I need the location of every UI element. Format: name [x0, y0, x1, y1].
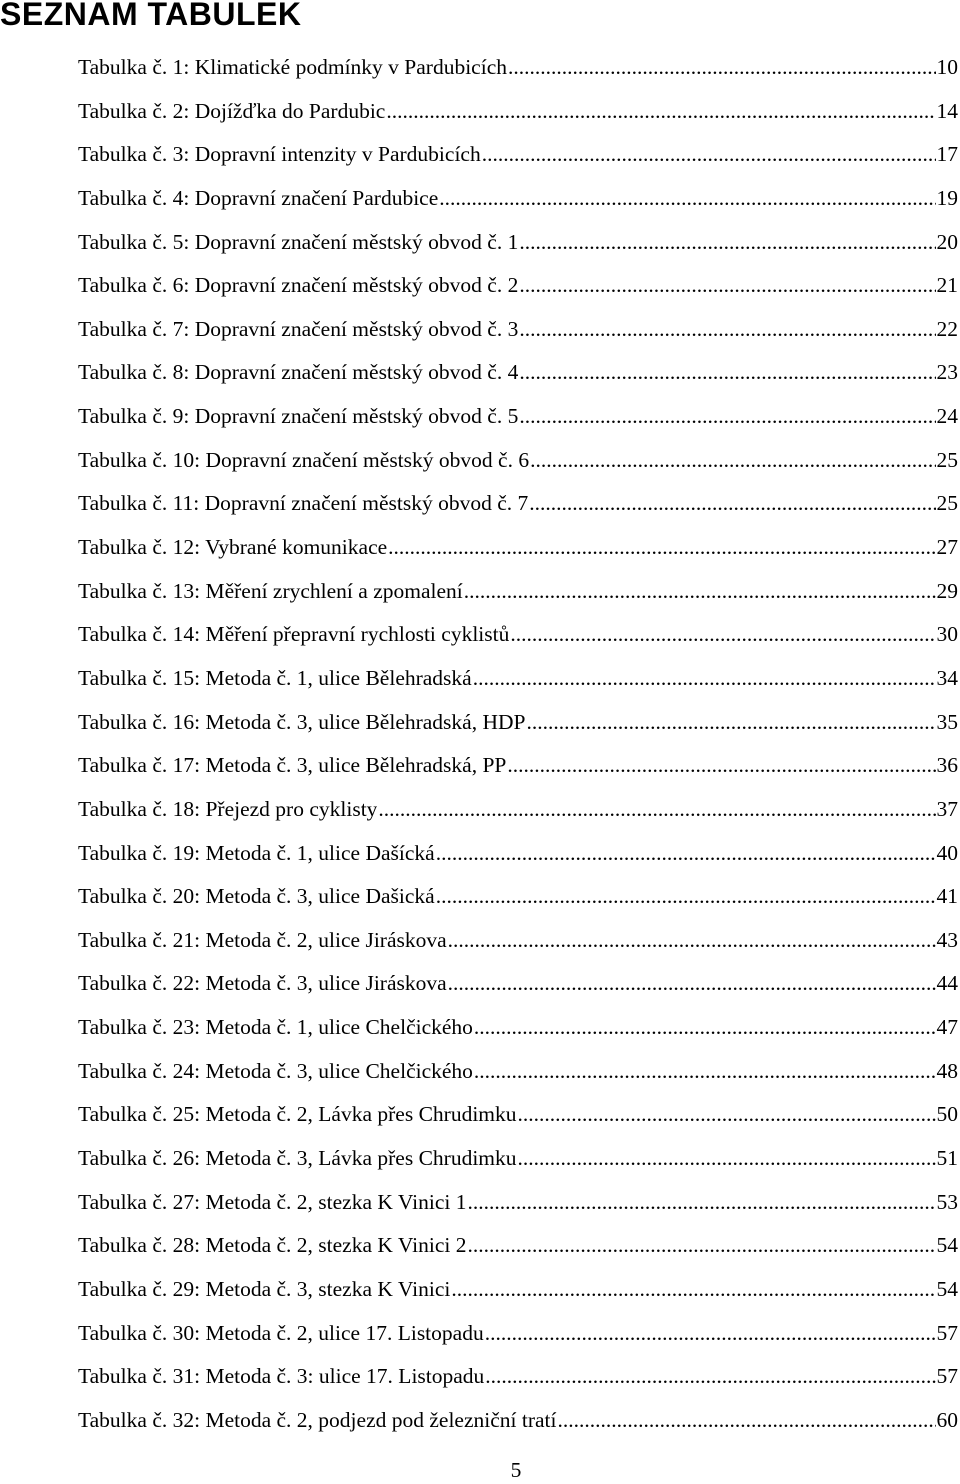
toc-entry[interactable]: [78, 1050, 958, 1094]
toc-entry-label: Tabulka č. 25: Metoda č. 2, Lávka přes Chrudimku: [78, 1102, 517, 1127]
toc-entry-page: 50: [936, 1102, 958, 1127]
toc-entry-page: 36: [936, 753, 958, 778]
dot-leader: [529, 482, 935, 526]
dot-leader: [436, 875, 936, 919]
toc-entry-label: Tabulka č. 6: Dopravní značení městský obvod č. 2: [78, 273, 519, 298]
dot-leader: [473, 657, 936, 701]
table-list: [78, 46, 958, 1443]
toc-entry-label: Tabulka č. 10: Dopravní značení městský obvod č. 6: [78, 447, 530, 472]
dot-leader: [519, 308, 935, 352]
toc-entry-page: 25: [936, 447, 958, 472]
toc-entry[interactable]: [78, 1268, 958, 1312]
toc-entry[interactable]: [78, 744, 958, 788]
toc-entry-label: Tabulka č. 23: Metoda č. 1, ulice Chelčického: [78, 1015, 473, 1040]
toc-entry-page: 41: [936, 884, 958, 909]
toc-entry[interactable]: [78, 613, 958, 657]
toc-entry[interactable]: [78, 1312, 958, 1356]
dot-leader: [530, 439, 935, 483]
toc-entry-label: Tabulka č. 27: Metoda č. 2, stezka K Vinici 1: [78, 1189, 467, 1214]
toc-entry[interactable]: [78, 395, 958, 439]
toc-entry-label: Tabulka č. 24: Metoda č. 3, ulice Chelčického: [78, 1058, 473, 1083]
toc-entry[interactable]: [78, 46, 958, 90]
toc-entry-label: Tabulka č. 15: Metoda č. 1, ulice Bělehradská: [78, 665, 472, 690]
toc-entry[interactable]: [78, 351, 958, 395]
toc-entry-page: 24: [936, 404, 958, 429]
dot-leader: [467, 1181, 935, 1225]
toc-entry-label: Tabulka č. 8: Dopravní značení městský obvod č. 4: [78, 360, 519, 385]
toc-entry-page: 51: [936, 1146, 958, 1171]
dot-leader: [467, 1224, 935, 1268]
toc-entry-label: Tabulka č. 19: Metoda č. 1, ulice Dašícká: [78, 840, 435, 865]
toc-entry-label: Tabulka č. 26: Metoda č. 3, Lávka přes Chrudimku: [78, 1146, 517, 1171]
toc-entry-page: 48: [936, 1058, 958, 1083]
dot-leader: [518, 1137, 936, 1181]
dot-leader: [439, 177, 935, 221]
toc-entry-page: 40: [936, 840, 958, 865]
toc-entry-page: 54: [936, 1233, 958, 1258]
toc-entry-label: Tabulka č. 20: Metoda č. 3, ulice Dašická: [78, 884, 435, 909]
toc-entry-label: Tabulka č. 28: Metoda č. 2, stezka K Vinici 2: [78, 1233, 467, 1258]
dot-leader: [518, 1093, 936, 1137]
toc-entry-page: 34: [936, 665, 958, 690]
toc-entry-page: 14: [936, 98, 958, 123]
toc-entry-page: 57: [936, 1320, 958, 1345]
toc-entry[interactable]: [78, 788, 958, 832]
toc-entry-page: 44: [936, 971, 958, 996]
toc-entry-label: Tabulka č. 22: Metoda č. 3, ulice Jiráskova: [78, 971, 447, 996]
dot-leader: [386, 90, 935, 134]
dot-leader: [388, 526, 935, 570]
toc-entry[interactable]: [78, 133, 958, 177]
dot-leader: [448, 962, 936, 1006]
toc-entry-label: Tabulka č. 21: Metoda č. 2, ulice Jiráskova: [78, 927, 447, 952]
toc-entry-page: 57: [936, 1364, 958, 1389]
page-number: 5: [510, 1458, 522, 1482]
toc-entry-page: 23: [936, 360, 958, 385]
toc-entry-page: 37: [936, 796, 958, 821]
dot-leader: [474, 1006, 936, 1050]
dot-leader: [451, 1268, 935, 1312]
page-title: SEZNAM TABULEK: [0, 0, 302, 32]
toc-entry[interactable]: [78, 1181, 958, 1225]
toc-entry-label: Tabulka č. 5: Dopravní značení městský obvod č. 1: [78, 229, 519, 254]
dot-leader: [448, 919, 936, 963]
toc-entry-label: Tabulka č. 3: Dopravní intenzity v Pardubicích: [78, 142, 481, 167]
toc-entry-label: Tabulka č. 2: Dojížďka do Pardubic: [78, 98, 386, 123]
toc-entry-label: Tabulka č. 31: Metoda č. 3: ulice 17. Listopadu: [78, 1364, 485, 1389]
toc-entry-page: 10: [936, 55, 958, 79]
dot-leader: [378, 788, 935, 832]
toc-entry-page: 27: [936, 535, 958, 560]
toc-entry[interactable]: [78, 439, 958, 483]
toc-entry[interactable]: [78, 308, 958, 352]
toc-entry-label: Tabulka č. 9: Dopravní značení městský obvod č. 5: [78, 404, 519, 429]
toc-entry[interactable]: [78, 1355, 958, 1399]
toc-entry[interactable]: [78, 1224, 958, 1268]
toc-entry-label: Tabulka č. 32: Metoda č. 2, podjezd pod železniční tratí: [78, 1407, 557, 1432]
toc-entry-page: 60: [936, 1407, 958, 1432]
toc-entry[interactable]: [78, 570, 958, 614]
dot-leader: [482, 133, 936, 177]
toc-entry-label: Tabulka č. 7: Dopravní značení městský obvod č. 3: [78, 316, 519, 341]
toc-entry-page: 43: [936, 927, 958, 952]
dot-leader: [464, 570, 936, 614]
toc-entry-page: 35: [936, 709, 958, 734]
toc-entry-page: 21: [936, 273, 958, 298]
dot-leader: [510, 613, 935, 657]
toc-entry-label: Tabulka č. 12: Vybrané komunikace: [78, 535, 388, 560]
toc-entry-page: 47: [936, 1015, 958, 1040]
toc-entry[interactable]: [78, 1006, 958, 1050]
dot-leader: [436, 832, 936, 876]
dot-leader: [507, 744, 935, 788]
toc-entry-page: 17: [936, 142, 958, 167]
toc-entry[interactable]: [78, 657, 958, 701]
toc-entry-page: 30: [936, 622, 958, 647]
toc-entry-label: Tabulka č. 13: Měření zrychlení a zpomalení: [78, 578, 463, 603]
toc-entry-page: 25: [936, 491, 958, 516]
toc-entry-label: Tabulka č. 1: Klimatické podmínky v Pardubicích: [78, 55, 507, 79]
dot-leader: [485, 1312, 936, 1356]
toc-entry[interactable]: [78, 701, 958, 745]
toc-entry[interactable]: [78, 264, 958, 308]
toc-entry-label: Tabulka č. 4: Dopravní značení Pardubice: [78, 185, 439, 210]
toc-entry[interactable]: [78, 1137, 958, 1181]
dot-leader: [508, 46, 936, 90]
toc-entry-label: Tabulka č. 18: Přejezd pro cyklisty: [78, 796, 378, 821]
toc-entry[interactable]: [78, 919, 958, 963]
toc-entry[interactable]: [78, 526, 958, 570]
toc-entry[interactable]: [78, 832, 958, 876]
dot-leader: [474, 1050, 936, 1094]
dot-leader: [519, 395, 935, 439]
toc-entry-page: 22: [936, 316, 958, 341]
toc-entry[interactable]: [78, 482, 958, 526]
toc-entry[interactable]: [78, 90, 958, 134]
dot-leader: [519, 351, 935, 395]
toc-entry-page: 20: [936, 229, 958, 254]
toc-entry[interactable]: [78, 962, 958, 1006]
toc-entry-label: Tabulka č. 29: Metoda č. 3, stezka K Vinici: [78, 1276, 451, 1301]
toc-entry-label: Tabulka č. 14: Měření přepravní rychlosti cyklistů: [78, 622, 510, 647]
toc-entry-page: 54: [936, 1276, 958, 1301]
toc-entry[interactable]: [78, 1399, 958, 1443]
dot-leader: [519, 221, 935, 265]
toc-entry-page: 53: [936, 1189, 958, 1214]
toc-entry[interactable]: [78, 875, 958, 919]
toc-entry-label: Tabulka č. 16: Metoda č. 3, ulice Bělehradská, HDP: [78, 709, 526, 734]
toc-entry[interactable]: [78, 1093, 958, 1137]
dot-leader: [519, 264, 935, 308]
toc-entry-page: 29: [936, 578, 958, 603]
toc-entry-label: Tabulka č. 11: Dopravní značení městský obvod č. 7: [78, 491, 529, 516]
toc-entry[interactable]: [78, 177, 958, 221]
dot-leader: [558, 1399, 936, 1443]
toc-entry-page: 19: [936, 185, 958, 210]
toc-entry-label: Tabulka č. 17: Metoda č. 3, ulice Bělehradská, PP: [78, 753, 507, 778]
dot-leader: [526, 701, 935, 745]
toc-entry[interactable]: [78, 221, 958, 265]
dot-leader: [485, 1355, 935, 1399]
toc-entry-label: Tabulka č. 30: Metoda č. 2, ulice 17. Listopadu: [78, 1320, 484, 1345]
